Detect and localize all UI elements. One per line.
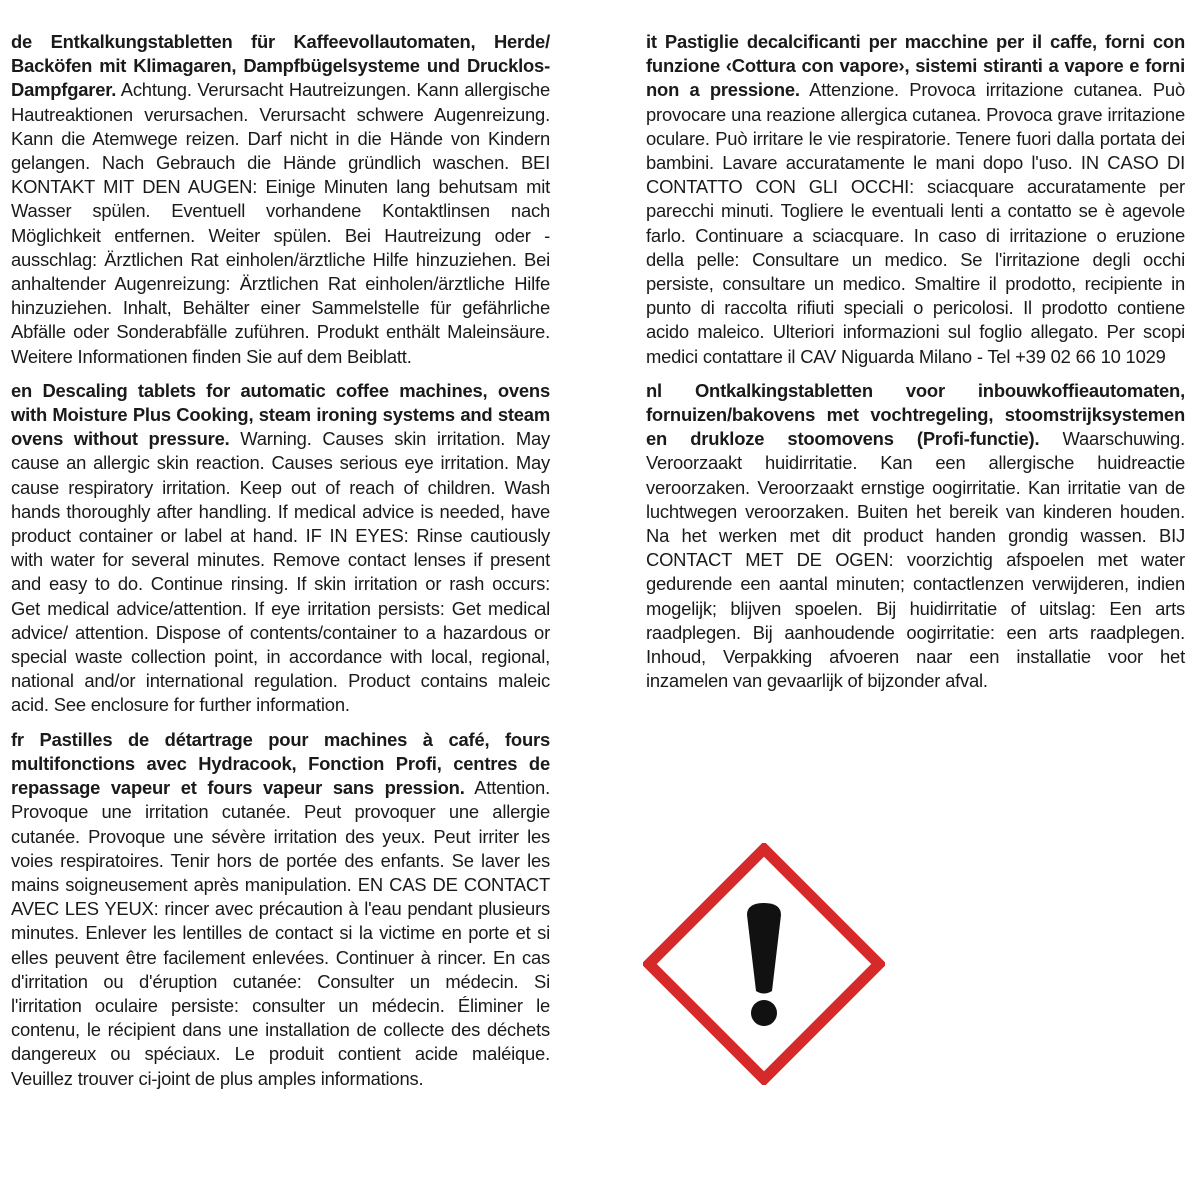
language-code: it bbox=[646, 31, 657, 52]
language-code: nl bbox=[646, 379, 662, 401]
section-body: Waarschuwing. Veroorzaakt huidirritatie. Kan een allergische huidreactie veroorzaken. Veroorzaakt ernstige oogirritatie. Kan irritatie van de luchtwegen veroorzaken. Buiten het bereik van kinderen houden. Na het werken met dit product handen grondig wassen. BIJ CONTACT MET DE OGEN: voorzichtig afspoelen met water gedurende een aantal minuten; contactlenzen verwijderen, indien mogelijk; blijven spoelen. Bij huidirritatie of uitslag: Een arts raadplegen. Bij aanhoudende oogirritatie: een arts raadplegen. Inhoud, Verpakking afvoeren naar een installatie voor het inzamelen van gevaarlijk of bijzonder afval. bbox=[646, 428, 1185, 692]
section-heading: Descaling tablets for automatic coffee machines, ovens with Moisture Plus Cooking, steam ironing systems and steam ovens without pressure. bbox=[11, 379, 550, 450]
language-code: en bbox=[11, 379, 33, 401]
exclamation-dot bbox=[751, 1000, 777, 1026]
section-nl bbox=[646, 379, 1185, 694]
section-heading: Pastilles de détartrage pour machines à café, fours multifonctions avec Hydracook, Fonction Profi, centres de repassage vapeur et fours vapeur sans pression. bbox=[11, 728, 550, 799]
section-heading: Entkalkungstabletten für Kaffeevollautomaten, Herde/ Backöfen mit Klimagaren, Dampfbügelsysteme und Drucklos-Dampfgarer. bbox=[11, 31, 550, 101]
section-body: Achtung. Verursacht Hautreizungen. Kann allergische Hautreaktionen verursachen. Verursacht schwere Augenreizung. Kann die Atemwege reizen. Darf nicht in die Hände von Kindern gelangen. Nach Gebrauch die Hände gründlich waschen. BEI KONTAKT MIT DEN AUGEN: Einige Minuten lang behutsam mit Wasser spülen. Eventuell vorhandene Kontaktlinsen nach Möglichkeit entfernen. Weiter spülen. Bei Hautreizung oder -ausschlag: Ärztlichen Rat einholen/ärztliche Hilfe hinzuziehen. Bei anhaltender Augenreizung: Ärztlichen Rat einholen/ärztliche Hilfe hinzuziehen. Inhalt, Behälter einer Sammelstelle für gefährliche Abfälle oder Sonderabfälle zuführen. Produkt enthält Maleinsäure. Weitere Informationen finden Sie auf dem Beiblatt. bbox=[11, 79, 550, 367]
exclamation-mark-icon bbox=[643, 843, 885, 1085]
section-en bbox=[11, 379, 550, 718]
right-column bbox=[646, 30, 1185, 703]
section-heading: Pastiglie decalcificanti per macchine per il caffe, forni con funzione ‹Cottura con vapore›, sistemi stiranti a vapore e forni non a pressione. bbox=[646, 31, 1185, 101]
language-code: fr bbox=[11, 728, 24, 750]
section-fr bbox=[11, 728, 550, 1091]
section-body: Attenzione. Provoca irritazione cutanea. Può provocare una reazione allergica cutanea. Provoca grave irritazione oculare. Può irritare le vie respiratorie. Tenere fuori dalla portata dei bambini. Lavare accuratamente le mani dopo l'uso. IN CASO DI CONTATTO CON GLI OCCHI: sciacquare accuratamente per parecchi minuti. Togliere le eventuali lenti a contatto se è agevole farlo. Continuare a sciacquare. In caso di irritazione o eruzione della pelle: Consultare un medico. Se l'irritazione degli occhi persiste, consultare un medico. Smaltire il prodotto, recipiente in punto di raccolta rifiuti speciali o pericolosi. Il prodotto contiene acido maleico. Ulteriori informazioni sul foglio allegato. Per scopi medici contattare il CAV Niguarda Milano - Tel +39 02 66 10 1029 bbox=[646, 79, 1185, 367]
section-heading: Ontkalkingstabletten voor inbouwkoffieautomaten, fornuizen/bakovens met vochtregeling, stoomstrijksystemen en drukloze stoomovens (Profi-functie). bbox=[646, 379, 1185, 450]
left-column bbox=[11, 30, 550, 1101]
language-code: de bbox=[11, 31, 33, 52]
section-body: Attention. Provoque une irritation cutanée. Peut provoquer une allergie cutanée. Provoque une sévère irritation des yeux. Peut irriter les voies respiratoires. Tenir hors de portée des enfants. Se laver les mains soigneusement après manipulation. EN CAS DE CONTACT AVEC LES YEUX: rincer avec précaution à l'eau pendant plusieurs minutes. Enlever les lentilles de contact si la victime en porte et si elles peuvent être facilement enlevées. Continuer à rincer. En cas d'irritation ou d'éruption cutanée: Consulter un médecin. Si l'irritation oculaire persiste: consulter un médecin. Éliminer le contenu, le récipient dans une installation de collecte des déchets dangereux ou spéciaux. Le produit contient acide maléique. Veuillez trouver ci-joint de plus amples informations. bbox=[11, 777, 550, 1089]
section-body: Warning. Causes skin irritation. May cause an allergic skin reaction. Causes serious eye irritation. May cause respiratory irritation. Keep out of reach of children. Wash hands thoroughly after handling. If medical advice is needed, have product container or label at hand. IF IN EYES: Rinse cautiously with water for several minutes. Remove contact lenses if present and easy to do. Continue rinsing. If skin irritation or rash occurs: Get medical advice/attention. If eye irritation persists: Get medical advice/ attention. Dispose of contents/container to a hazardous or special waste collection point, in accordance with local, regional, national and/or international regulation. Product contains maleic acid. See enclosure for further information. bbox=[11, 428, 551, 716]
section-it bbox=[646, 30, 1185, 369]
section-de bbox=[11, 30, 550, 369]
